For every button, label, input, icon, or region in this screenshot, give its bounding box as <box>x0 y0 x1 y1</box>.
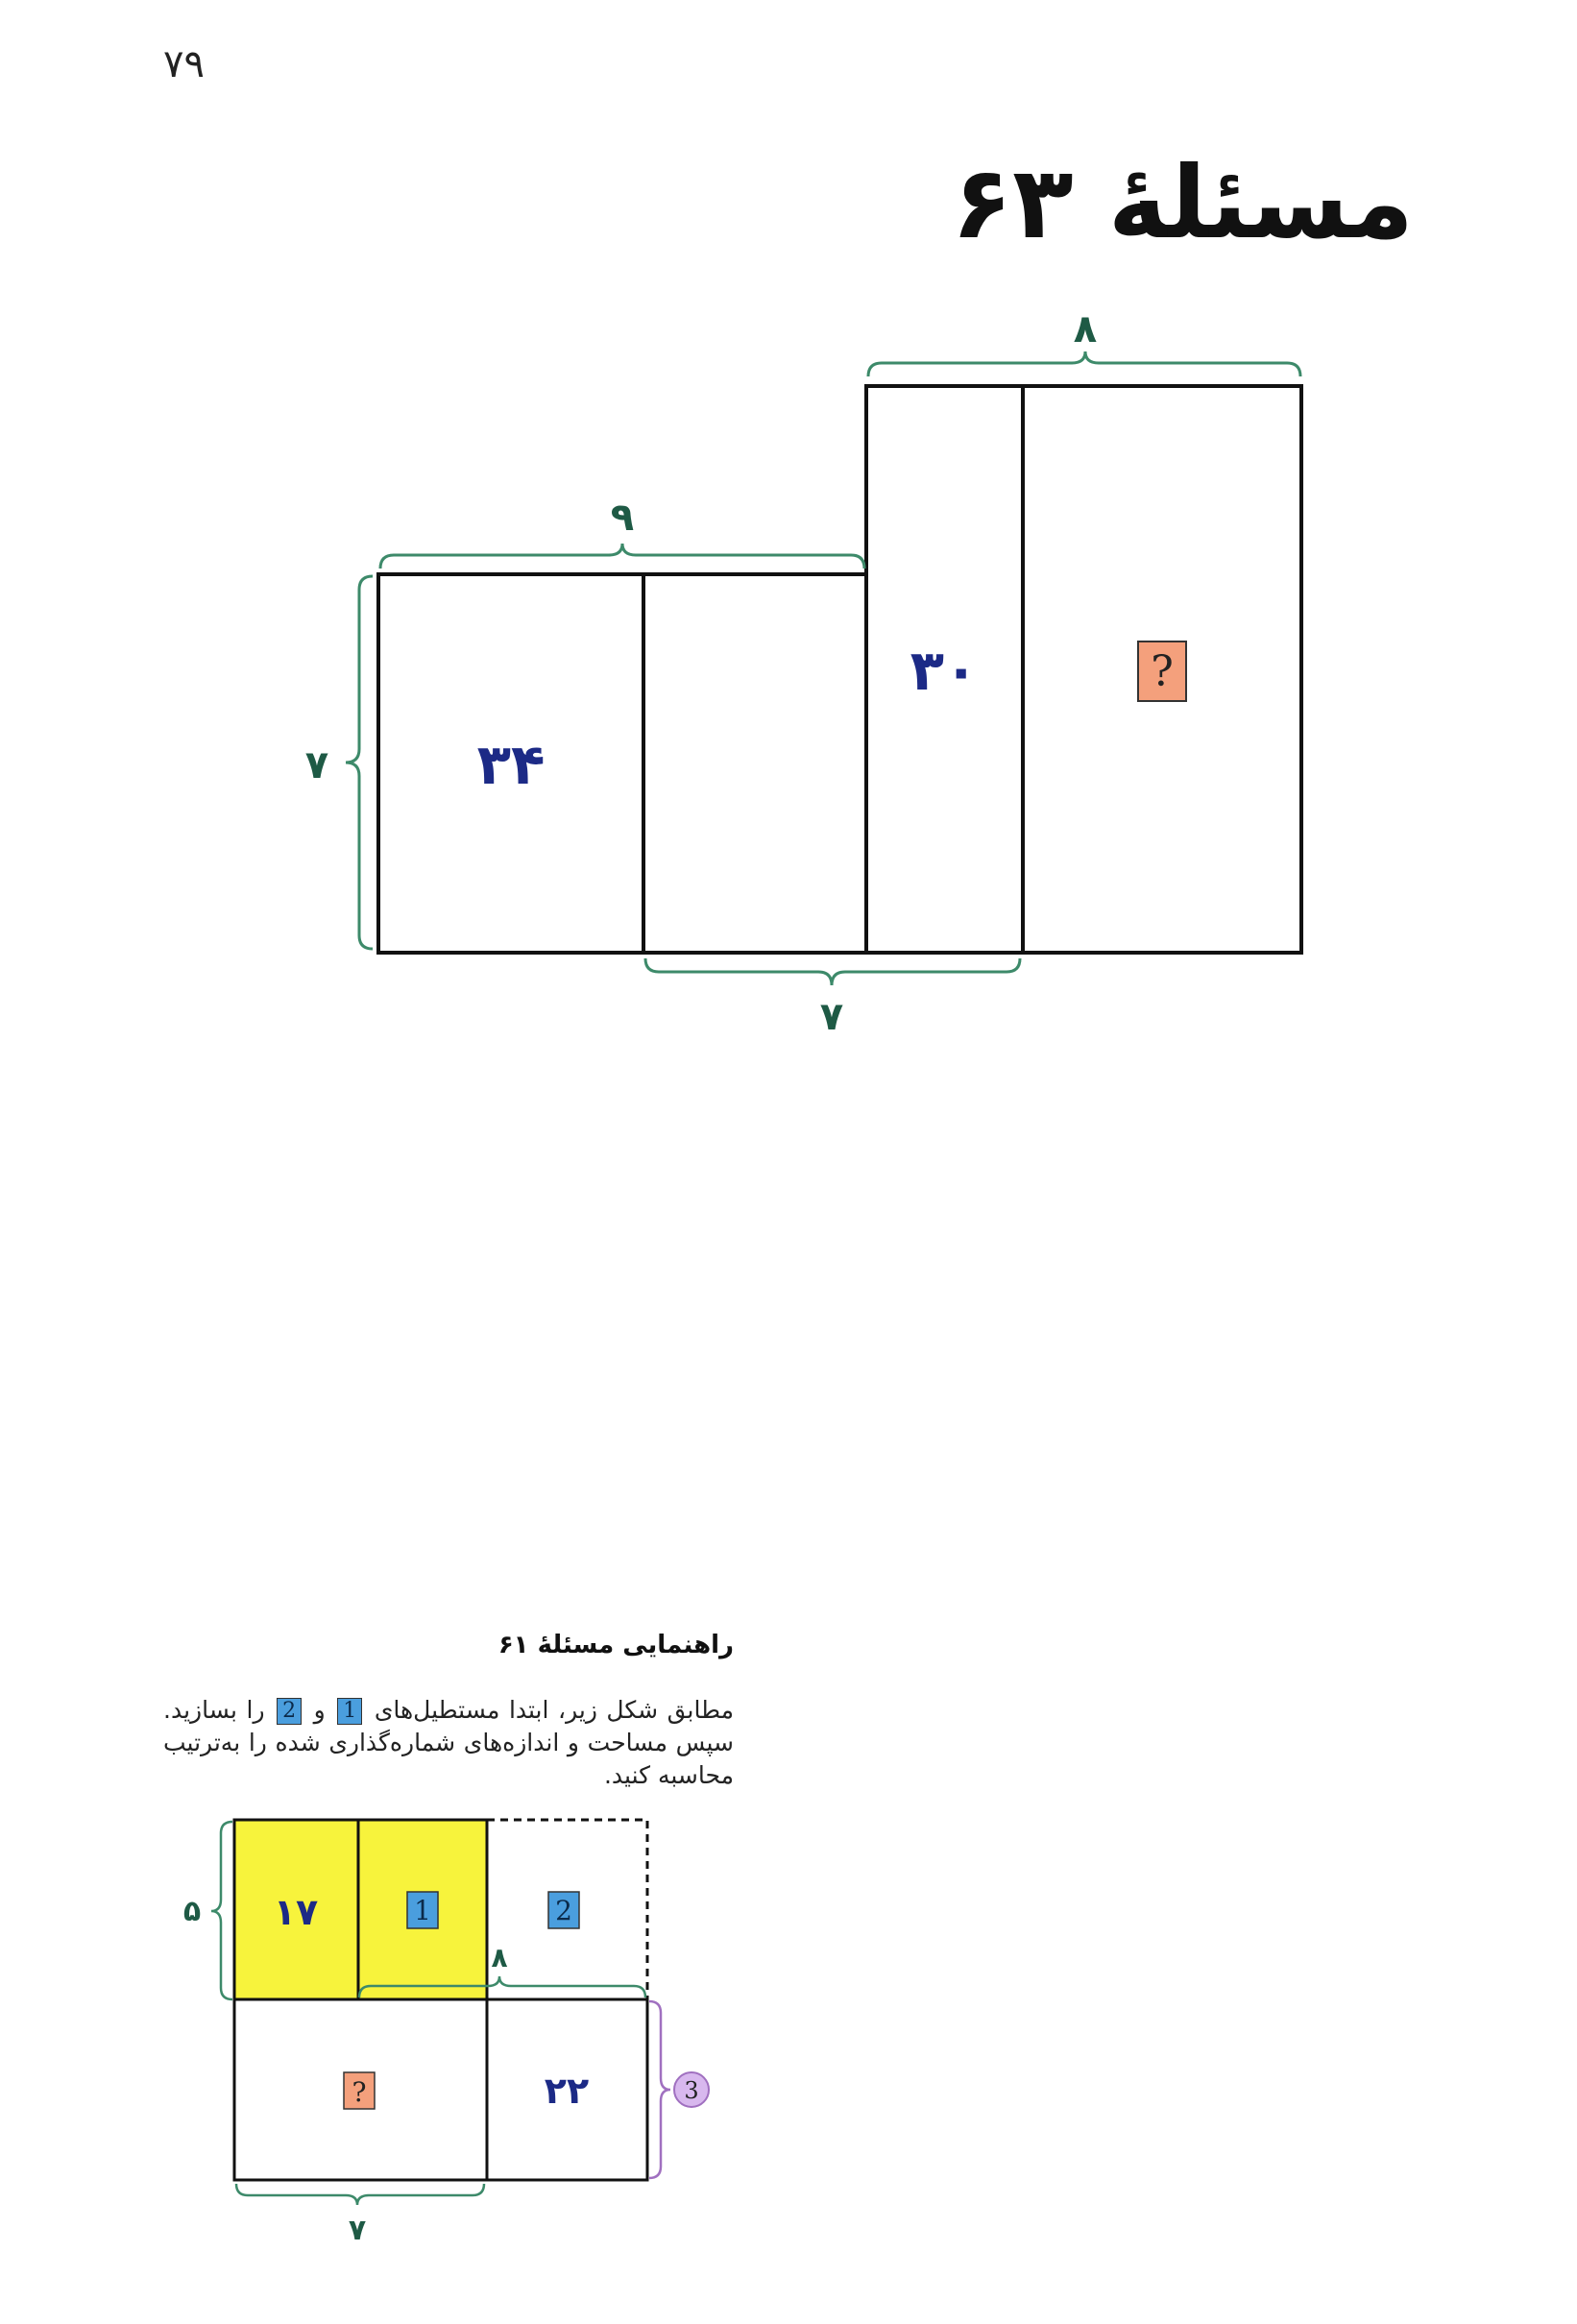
hint-value-bottom-right: ۲۲ <box>544 2070 590 2112</box>
hint-badge-1: 1 <box>414 1895 431 1926</box>
hint-text-part1: مطابق شکل زیر، ابتدا مستطیل‌های <box>374 1696 734 1724</box>
rect-left-top-b <box>643 574 866 953</box>
hint-body <box>163 1694 734 1792</box>
brace-top <box>868 351 1300 376</box>
hint-inline-badge-2: 2 <box>277 1698 302 1725</box>
cell-value-a: ۳۴ <box>476 732 546 797</box>
hint-question-mark: ? <box>352 2076 367 2108</box>
hint-figure <box>183 1820 709 2247</box>
hint-brace-bottom <box>236 2184 484 2205</box>
hint-brace-right <box>649 2001 670 2178</box>
page-number: ۷۹ <box>163 42 205 86</box>
brace-bottom <box>645 958 1020 985</box>
dimension-bottom: ۷ <box>819 995 844 1039</box>
hint-value-top-left: ۱۷ <box>273 1891 319 1933</box>
hint-text-and: و <box>313 1696 326 1724</box>
dimension-left-top: ۹ <box>610 496 635 540</box>
hint-dimension-left: ۵ <box>182 1895 202 1928</box>
main-figure <box>305 307 1301 1039</box>
question-mark: ? <box>1151 647 1174 696</box>
cell-value-c: ۳۰ <box>910 638 979 703</box>
hint-dimension-middle: ۸ <box>491 1942 508 1973</box>
brace-left <box>346 576 373 949</box>
hint-inline-badge-1: 1 <box>337 1698 362 1725</box>
hint-badge-2: 2 <box>555 1895 572 1926</box>
dimension-left: ۷ <box>304 743 329 787</box>
hint-brace-left <box>211 1822 232 1999</box>
hint-text-part2: را بسازید. سپس مساحت و اندازه‌های شماره‌گذاری شده را به‌ترتیب محاسبه کنید. <box>163 1696 734 1789</box>
hint-circle-text: 3 <box>684 2077 699 2104</box>
hint-dimension-bottom: ۷ <box>348 2214 367 2247</box>
brace-left-top <box>380 544 864 569</box>
problem-title: مسئلهٔ ۶۳ <box>951 144 1414 261</box>
dimension-top: ۸ <box>1073 307 1098 351</box>
hint-title: راهنمایی مسئلهٔ ۶۱ <box>497 1631 734 1659</box>
